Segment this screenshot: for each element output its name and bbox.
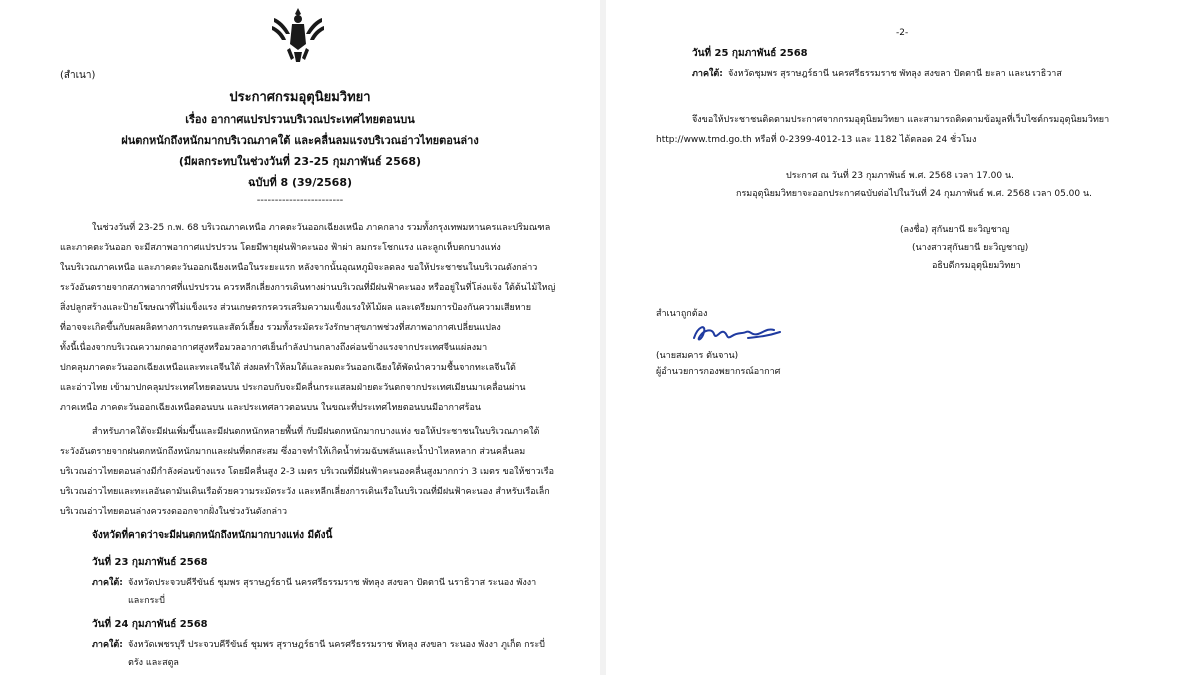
para1-line: และภาคตะวันออก จะมีสภาพอากาศแปรปรวน โดยมีพายุฝนฟ้าคะนอง ฟ้าผ่า ลมกระโชกแรง และลูกเห็บตกบางแห่ง <box>60 243 501 253</box>
para2-line: บริเวณอ่าวไทยและทะเลอันดามันเดินเรือด้วยความระมัดระวัง และหลีกเลี่ยงการเดินเรือในบริเวณที่มีฝนฟ้าคะนอง สำหรับเรือเล็ก <box>60 487 550 497</box>
region-label: ภาคใต้: <box>92 640 123 650</box>
provinces-heading: จังหวัดที่คาดว่าจะมีฝนตกหนักถึงหนักมากบางแห่ง มีดังนี้ <box>92 530 333 541</box>
para2-line: สำหรับภาคใต้จะมีฝนเพิ่มขึ้นและมีฝนตกหนักหลายพื้นที่ กับมีฝนตกหนักมากบางแห่ง ขอให้ประชาชนในบริเวณภาคใต้ <box>92 427 540 437</box>
subject-line-1: เรื่อง อากาศแปรปรวนบริเวณประเทศไทยตอนบน <box>185 113 415 126</box>
para2-line: บริเวณอ่าวไทยตอนล่างมีกำลังค่อนข้างแรง โดยมีคลื่นสูง 2-3 เมตร บริเวณที่มีฝนฟ้าคะนองคลื่นสูงมากกว่า 3 เมตร ขอให้ชาวเรือ <box>60 467 555 477</box>
region-label: ภาคใต้: <box>92 578 123 588</box>
signer-name: (นางสาวสุกันยานี ยะวิญชาญ) <box>912 243 1029 253</box>
provinces-25-line: จังหวัดชุมพร สุราษฎร์ธานี นครศรีธรรมราช พัทลุง สงขลา ปัตตานี ยะลา และนราธิวาส <box>728 69 1062 79</box>
para1-line: ในช่วงวันที่ 23-25 ก.พ. 68 บริเวณภาคเหนือ ภาคตะวันออกเฉียงเหนือ ภาคกลาง รวมทั้งกรุงเทพมหานครและปริมณฑล <box>92 223 551 233</box>
date-25: วันที่ 25 กุมภาพันธ์ 2568 <box>692 48 808 59</box>
page-title: ประกาศกรมอุตุนิยมวิทยา <box>229 90 371 105</box>
subject-line-2: ฝนตกหนักถึงหนักมากบริเวณภาคใต้ และคลื่นลมแรงบริเวณอ่าวไทยตอนล่าง <box>121 134 479 147</box>
header-divider: ------------------------ <box>256 195 344 206</box>
next-issue: กรมอุตุนิยมวิทยาจะออกประกาศฉบับต่อไปในวันที่ 24 กุมภาพันธ์ พ.ศ. 2568 เวลา 05.00 น. <box>736 189 1093 199</box>
copy-mark: (สำเนา) <box>60 70 96 81</box>
notice-line: http://www.tmd.go.th หรือที่ 0-2399-4012-13 และ 1182 ได้ตลอด 24 ชั่วโมง <box>656 135 977 145</box>
para1-line: ระวังอันตรายจากสภาพอากาศที่แปรปรวน ควรหลีกเลี่ยงการเดินทางผ่านบริเวณที่มีฝนฟ้าคะนอง หรืออยู่ในที่โล่งแจ้ง ใต้ต้นไม้ใหญ่ <box>60 283 556 293</box>
signer-title: อธิบดีกรมอุตุนิยมวิทยา <box>932 261 1021 271</box>
issue-number: ฉบับที่ 8 (39/2568) <box>247 176 353 189</box>
para1-line: ทั้งนี้เนื่องจากบริเวณความกดอากาศสูงหรือมวลอากาศเย็นกำลังปานกลางถึงค่อนข้างแรงจากประเทศจีนแผ่ลงมา <box>60 343 488 353</box>
certifier-title: ผู้อำนวยการกองพยากรณ์อากาศ <box>656 367 781 377</box>
para1-line: ภาคเหนือ ภาคตะวันออกเฉียงเหนือตอนบน และประเทศลาวตอนบน ในขณะที่ประเทศไทยตอนบนมีอากาศร้อน <box>60 403 482 413</box>
certifier-name: (นายสมคาร ตันจาน) <box>656 351 739 361</box>
page-number: -2- <box>896 28 909 38</box>
notice-line: จึงขอให้ประชาชนติดตามประกาศจากกรมอุตุนิยมวิทยา และสามารถติดตามข้อมูลที่เว็บไซต์กรมอุตุนิยมวิทยา <box>692 115 1110 125</box>
para1-line: ปกคลุมภาคตะวันออกเฉียงเหนือและทะเลจีนใต้ ส่งผลทำให้ลมใต้และลมตะวันออกเฉียงใต้พัดนำความชื้นจากทะเลจีนใต้ <box>60 363 516 373</box>
para1-line: และอ่าวไทย เข้ามาปกคลุมประเทศไทยตอนบน ประกอบกับจะมีคลื่นกระแสลมฝ่ายตะวันตกจากประเทศเมียนมาเคลื่อนผ่าน <box>60 383 526 393</box>
announced-date: ประกาศ ณ วันที่ 23 กุมภาพันธ์ พ.ศ. 2568 เวลา 17.00 น. <box>786 171 1014 181</box>
para2-line: ระวังอันตรายจากฝนตกหนักถึงหนักมากและฝนที่ตกสะสม ซึ่งอาจทำให้เกิดน้ำท่วมฉับพลันและน้ำป่าไหลหลาก ส่วนคลื่นลม <box>60 447 526 457</box>
handwritten-signature-icon <box>688 320 788 348</box>
garuda-emblem-icon <box>268 4 328 64</box>
provinces-23-line: จังหวัดประจวบคีรีขันธ์ ชุมพร สุราษฎร์ธานี นครศรีธรรมราช พัทลุง สงขลา ปัตตานี นราธิวาส ระนอง พังงา <box>128 578 537 588</box>
document-page-2 <box>606 0 1200 675</box>
provinces-24-line: จังหวัดเพชรบุรี ประจวบคีรีขันธ์ ชุมพร สุราษฎร์ธานี นครศรีธรรมราช พัทลุง สงขลา ระนอง พังงา ภูเก็ต กระบี่ <box>128 640 545 650</box>
para2-line: บริเวณอ่าวไทยตอนล่างควรงดออกจากฝั่งในช่วงวันดังกล่าว <box>60 507 288 517</box>
signed-line: (ลงชื่อ) สุกันยานี ยะวิญชาญ <box>900 225 1010 235</box>
date-23: วันที่ 23 กุมภาพันธ์ 2568 <box>92 557 208 568</box>
para1-line: สิ่งปลูกสร้างและป้ายโฆษณาที่ไม่แข็งแรง ส่วนเกษตรกรควรเสริมความแข็งแรงให้ไม้ผล และเตรียมการป้องกันความเสียหาย <box>60 303 531 313</box>
para1-line: ที่อาจจะเกิดขึ้นกับผลผลิตทางการเกษตรและสัตว์เลี้ยง รวมทั้งระมัดระวังรักษาสุขภาพช่วงที่สภาพอากาศเปลี่ยนแปลง <box>60 323 501 333</box>
effect-period: (มีผลกระทบในช่วงวันที่ 23-25 กุมภาพันธ์ 2568) <box>178 155 422 168</box>
certified-copy: สำเนาถูกต้อง <box>656 309 708 319</box>
region-label: ภาคใต้: <box>692 69 723 79</box>
para1-line: ในบริเวณภาคเหนือ และภาคตะวันออกเฉียงเหนือในระยะแรก หลังจากนั้นอุณหภูมิจะลดลง ขอให้ประชาชนในบริเวณดังกล่าว <box>60 263 538 273</box>
provinces-23-line: และกระบี่ <box>128 596 165 606</box>
provinces-24-line: ตรัง และสตูล <box>128 658 179 668</box>
date-24: วันที่ 24 กุมภาพันธ์ 2568 <box>92 619 208 630</box>
